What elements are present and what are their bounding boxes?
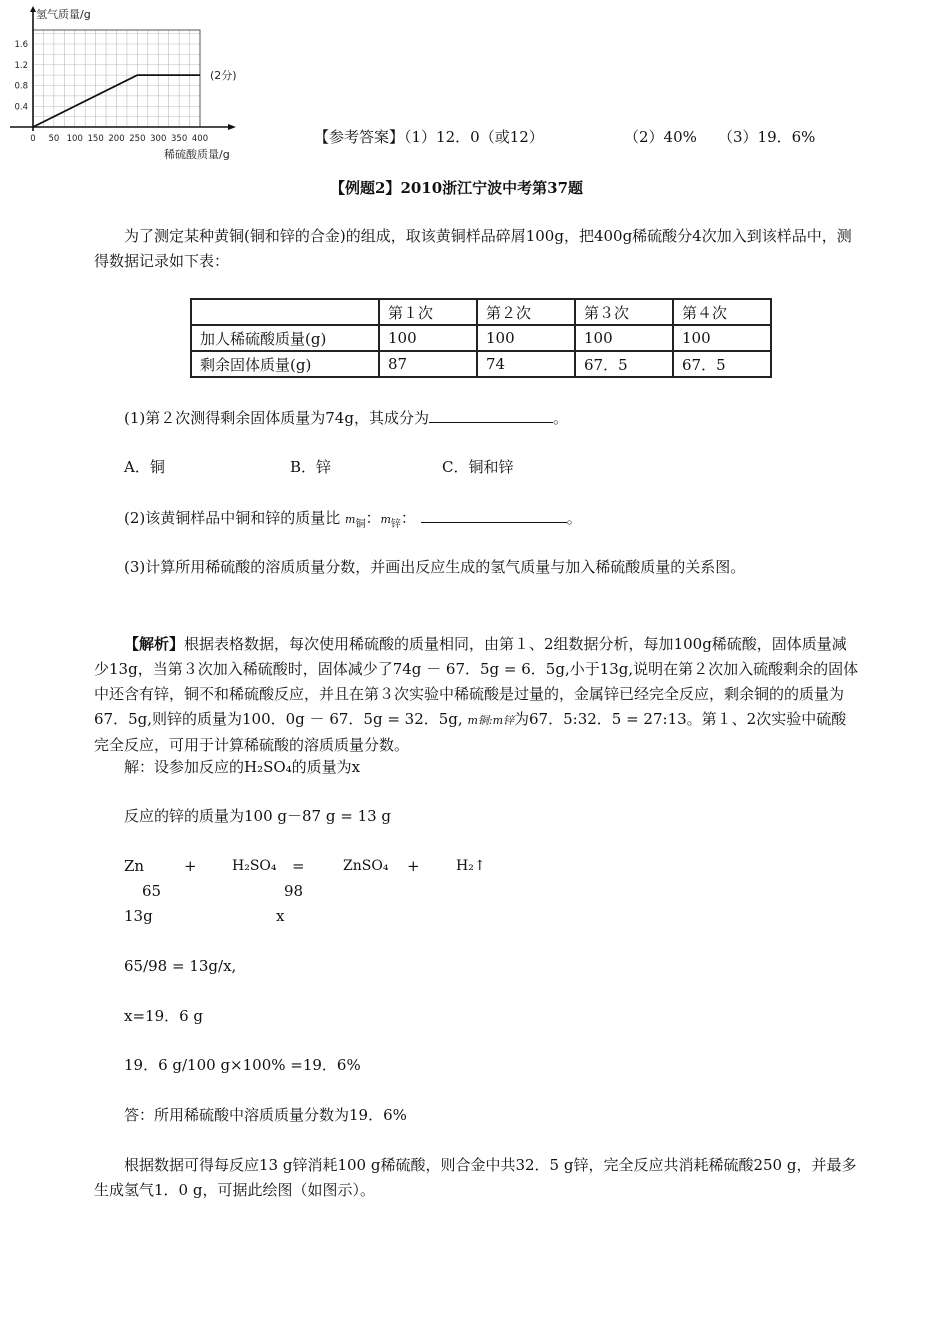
eq-znso4: ZnSO₄ bbox=[343, 858, 389, 874]
eq-zn: Zn bbox=[124, 857, 145, 875]
table-cell: 74 bbox=[477, 351, 575, 377]
calc-proportion: 65/98 = 13g/x, bbox=[124, 957, 237, 975]
cu-subscript: 铜 bbox=[355, 519, 366, 530]
x-tick-label: 300 bbox=[150, 134, 167, 144]
x-tick-label: 250 bbox=[129, 134, 146, 144]
example-title bbox=[330, 178, 583, 198]
table-cell: 加人稀硫酸质量(g) bbox=[191, 325, 379, 351]
table-cell: 100 bbox=[575, 325, 673, 351]
y-tick-label: 0.4 bbox=[14, 102, 28, 113]
eq-h2so4: H₂SO₄ bbox=[232, 858, 277, 874]
analysis-label: 【解析】 bbox=[124, 635, 185, 653]
known-zn: 13g bbox=[124, 907, 153, 925]
ratio-symbol: m铜:m锌 bbox=[467, 714, 515, 727]
q2-colon: ： bbox=[365, 509, 381, 527]
q2-end-colon: ： bbox=[400, 509, 416, 527]
eq-plus-2: + bbox=[407, 857, 420, 875]
answer-1: （1）12．0（或12） bbox=[404, 128, 544, 146]
calc-x: x=19．6 g bbox=[124, 1007, 204, 1025]
question-1 bbox=[124, 408, 568, 428]
eq-plus-1: + bbox=[184, 857, 197, 875]
table-header-row bbox=[191, 299, 771, 325]
y-tick-label: 0.8 bbox=[14, 81, 28, 92]
question-3: (3)计算所用稀硫酸的溶质质量分数，并画出反应生成的氢气质量与加入稀硫酸质量的关系图。 bbox=[124, 558, 746, 576]
table-row bbox=[191, 351, 771, 377]
x-tick-label: 0 bbox=[30, 134, 36, 144]
hydrogen-chart bbox=[0, 0, 260, 168]
question-1-text: (1)第２次测得剩余固体质量为74g，其成分为 bbox=[124, 409, 429, 427]
answer-2: （2）40% bbox=[624, 128, 697, 146]
table-cell bbox=[191, 299, 379, 325]
mass-zn: 65 bbox=[142, 882, 162, 900]
y-tick-label: 1.6 bbox=[14, 40, 28, 50]
table-row bbox=[191, 325, 771, 351]
calc-percent: 19．6 g/100 g×100% =19．6% bbox=[124, 1056, 361, 1074]
final-answer: 答：所用稀硫酸中溶质质量分数为19．6% bbox=[124, 1106, 407, 1124]
closing-paragraph: 根据数据可得每反应13 g锌消耗100 g稀硫酸，则合金中共32．5 g锌，完全反应共消耗稀硫酸250 g，并最多生成氢气1．0 g，可据此绘图（如图示）。 bbox=[94, 1156, 857, 1199]
table-cell: 100 bbox=[673, 325, 771, 351]
solution-setup: 解：设参加反应的H₂SO₄的质量为x bbox=[124, 758, 361, 776]
chart-axes bbox=[10, 6, 236, 131]
data-table bbox=[190, 298, 772, 378]
x-tick-label: 50 bbox=[48, 134, 60, 144]
analysis-text: 根据表格数据，每次使用稀硫酸的质量相同，由第１、2组数据分析，每加100g稀硫酸，固体质量减少13g，当第３次加入稀硫酸时，固体减少了74g － 67．5g = 6．5g,小于13g,说明在第２次加入硫酸剩余的固体中还含有锌，铜不和稀硫酸反应，并且在第３次实验中稀硫酸是过量的，金属锌已经完全反应，剩余铜的的质量为67．5g,则锌的质量为100．0g － 67．5g = 32．5g, bbox=[94, 635, 859, 728]
option-a: A．铜 bbox=[124, 458, 165, 476]
option-c: C．铜和锌 bbox=[442, 458, 514, 476]
x-tick-label: 150 bbox=[87, 134, 104, 144]
y-axis-label: 氢气质量/g bbox=[36, 8, 91, 21]
answer-3: （3）19．6% bbox=[718, 128, 816, 146]
table-cell: 第２次 bbox=[477, 299, 575, 325]
table-cell: 67．5 bbox=[575, 351, 673, 377]
answer-label: 【参考答案】 bbox=[314, 128, 405, 146]
answer-blank-2[interactable] bbox=[421, 508, 567, 523]
question-2-text: (2)该黄铜样品中铜和锌的质量比 bbox=[124, 509, 341, 527]
table-cell: 100 bbox=[379, 325, 477, 351]
example-tag: 【例题2】 bbox=[330, 179, 401, 197]
x-tick-label: 400 bbox=[191, 134, 209, 144]
intro-paragraph: 为了测定某种黄铜(铜和锌的合金)的组成，取该黄铜样品碎屑100g，把400g稀硫酸分4次加入到该样品中，测得数据记录如下表： bbox=[94, 227, 852, 270]
example-heading: 2010浙江宁波中考第37题 bbox=[400, 179, 584, 197]
mass-h2so4: 98 bbox=[284, 882, 304, 900]
chart-grid bbox=[33, 30, 200, 127]
table-cell: 87 bbox=[379, 351, 477, 377]
mass-symbol-zn: m bbox=[380, 513, 391, 526]
answer-blank-1[interactable] bbox=[429, 408, 553, 423]
analysis-paragraph bbox=[94, 632, 860, 758]
x-tick-label: 350 bbox=[171, 134, 188, 144]
eq-h2: H₂↑ bbox=[456, 858, 486, 874]
question-1-end: 。 bbox=[552, 409, 568, 427]
chart-annotation: (2分) bbox=[210, 69, 237, 82]
x-axis-label: 稀硫酸质量/g bbox=[164, 148, 230, 161]
table-cell: 67．5 bbox=[673, 351, 771, 377]
table-cell: 剩余固体质量(g) bbox=[191, 351, 379, 377]
reference-answer bbox=[314, 127, 544, 147]
x-tick-label: 200 bbox=[108, 134, 125, 144]
x-axis-arrow bbox=[228, 124, 236, 130]
table-cell: 第１次 bbox=[379, 299, 477, 325]
y-tick-label: 1.2 bbox=[14, 60, 28, 71]
zn-subscript: 锌 bbox=[390, 519, 401, 530]
mass-symbol-cu: m bbox=[345, 513, 356, 526]
analysis-ratio: 为67．5:32．5 = 27:13。第１、2次实验中硫酸完全反应，可用于计算稀硫酸的溶质质量分数。 bbox=[94, 710, 847, 754]
x-tick-label: 100 bbox=[66, 134, 83, 144]
option-b: B．锌 bbox=[290, 458, 332, 476]
table-cell: 第３次 bbox=[575, 299, 673, 325]
question-2 bbox=[124, 508, 582, 535]
table-cell: 第４次 bbox=[673, 299, 771, 325]
solution-zinc-mass: 反应的锌的质量为100 g－87 g = 13 g bbox=[124, 807, 392, 825]
eq-equals: = bbox=[292, 857, 305, 875]
known-x: x bbox=[276, 907, 285, 925]
question-2-end: 。 bbox=[566, 509, 582, 527]
table-cell: 100 bbox=[477, 325, 575, 351]
